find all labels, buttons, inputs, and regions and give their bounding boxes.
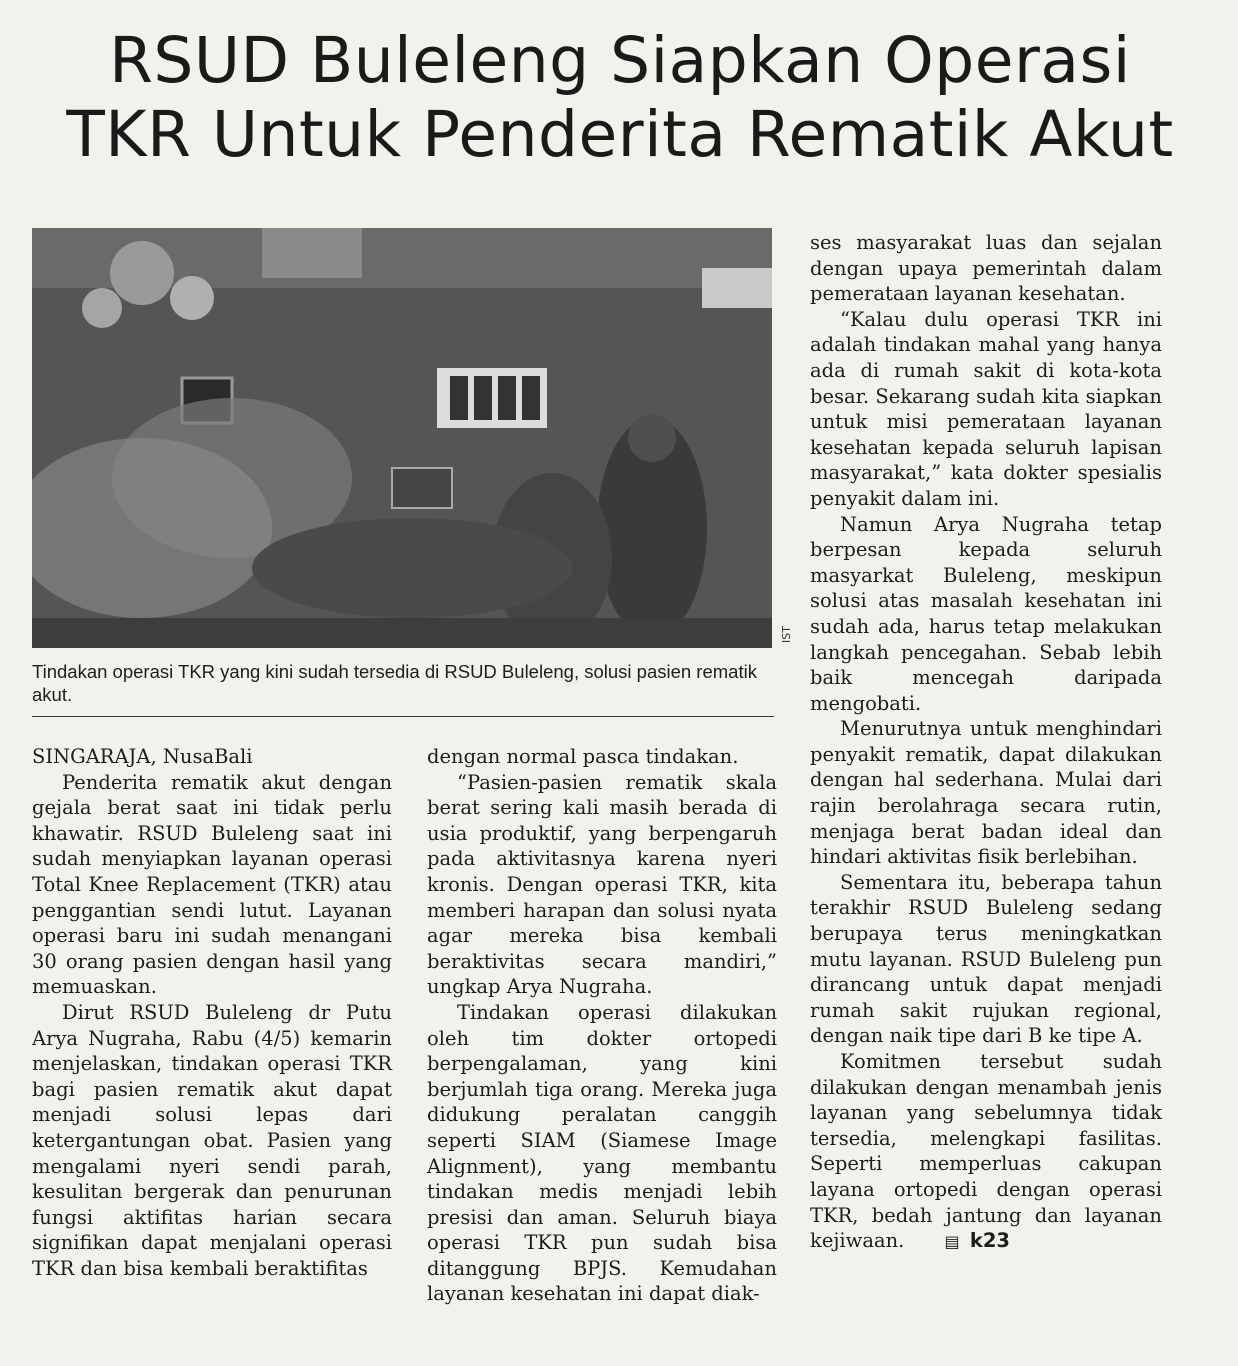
caption-divider: [32, 716, 774, 717]
paragraph: Namun Arya Nugraha tetap berpesan kepada seluruh masyarkat Buleleng, meskipun solusi atas masalah kesehatan ini sudah ada, harus tetap melakukan langkah pencegahan. Sebab lebih baik mencegah daripada mengobati.: [810, 512, 1162, 715]
paragraph: Menurutnya untuk menghindari penyakit rematik, dapat dilakukan dengan hal sederhana. Mulai dari rajin berolahraga secara rutin, menjaga berat badan ideal dan hindari aktivitas fisik berlebihan.: [810, 717, 1162, 869]
paragraph: “Pasien-pasien rematik skala berat sering kali masih berada di usia produktif, yang berpengaruh pada aktivitasnya karena nyeri kronis. Dengan operasi TKR, kita memberi harapan dan solusi nyata agar mereka bisa kembali beraktivitas secara mandiri,” ungkap Arya Nugraha.: [427, 770, 777, 999]
newspaper-icon: ▤: [944, 1232, 960, 1252]
paragraph-continued: dengan normal pasca tindakan.: [427, 745, 739, 768]
paragraph: Dirut RSUD Buleleng dr Putu Arya Nugraha, Rabu (4/5) kemarin menjelaskan, tindakan operasi TKR bagi pasien rematik akut dapat menjadi solusi lepas dari ketergantungan obat. Pasien yang mengalami nyeri sendi parah, kesulitan bergerak dan penurunan fungsi aktifitas harian secara signifikan dapat menjalani operasi TKR dan bisa kembali beraktifitas: [32, 1000, 392, 1280]
paragraph-final-text: Komitmen tersebut sudah dilakukan dengan menambah jenis layanan yang sebelumnya tidak tersedia, melengkapi fasilitas. Seperti memperluas cakupan layana ortopedi dengan operasi TKR, bedah jantung dan layanan kejiwaan.: [810, 1050, 1162, 1253]
news-photo: [32, 228, 772, 648]
article-column-3: [810, 230, 1162, 1255]
dateline: SINGARAJA, NusaBali: [32, 745, 253, 768]
author-signature: k23: [969, 1229, 1010, 1253]
article-column-1: [32, 744, 392, 1281]
photo-caption: Tindakan operasi TKR yang kini sudah tersedia di RSUD Buleleng, solusi pasien rematik akut.: [32, 661, 757, 705]
operating-room-illustration: [32, 228, 772, 648]
paragraph: Tindakan operasi dilakukan oleh tim dokter ortopedi berpengalaman, yang kini berjumlah tiga orang. Mereka juga didukung peralatan canggih seperti SIAM (Siamese Image Alignment), yang membantu tindakan medis menjadi lebih presisi dan aman. Seluruh biaya operasi TKR pun sudah bisa ditanggung BPJS. Kemudahan layanan kesehatan ini dapat diak-: [427, 1000, 777, 1306]
paragraph-final: [810, 1049, 1162, 1255]
paragraph: Penderita rematik akut dengan gejala berat saat ini tidak perlu khawatir. RSUD Buleleng saat ini sudah menyiapkan layanan operasi Total Knee Replacement (TKR) atau penggantian sendi lutut. Layanan operasi baru ini sudah menangani 30 orang pasien dengan hasil yang memuaskan.: [32, 770, 392, 999]
paragraph: Sementara itu, beberapa tahun terakhir RSUD Buleleng sedang berupaya terus meningkatkan mutu layanan. RSUD Buleleng pun dirancang untuk dapat menjadi rumah sakit rujukan regional, dengan naik tipe dari B ke tipe A.: [810, 870, 1162, 1048]
headline-line-2: TKR Untuk Penderita Rematik Akut: [66, 98, 1174, 171]
headline: [30, 24, 1210, 172]
headline-line-1: RSUD Buleleng Siapkan Operasi: [109, 24, 1131, 97]
photo-credit: IST: [780, 626, 793, 644]
paragraph: “Kalau dulu operasi TKR ini adalah tindakan mahal yang hanya ada di rumah sakit di kota-kota besar. Sekarang sudah kita siapkan untuk misi pemerataan layanan kesehatan kepada seluruh lapisan masyarakat,” kata dokter spesialis penyakit dalam ini.: [810, 307, 1162, 510]
paragraph-continued: ses masyarakat luas dan sejalan dengan upaya pemerintah dalam pemerataan layanan kesehatan.: [810, 231, 1162, 306]
article-column-2: [427, 744, 777, 1307]
